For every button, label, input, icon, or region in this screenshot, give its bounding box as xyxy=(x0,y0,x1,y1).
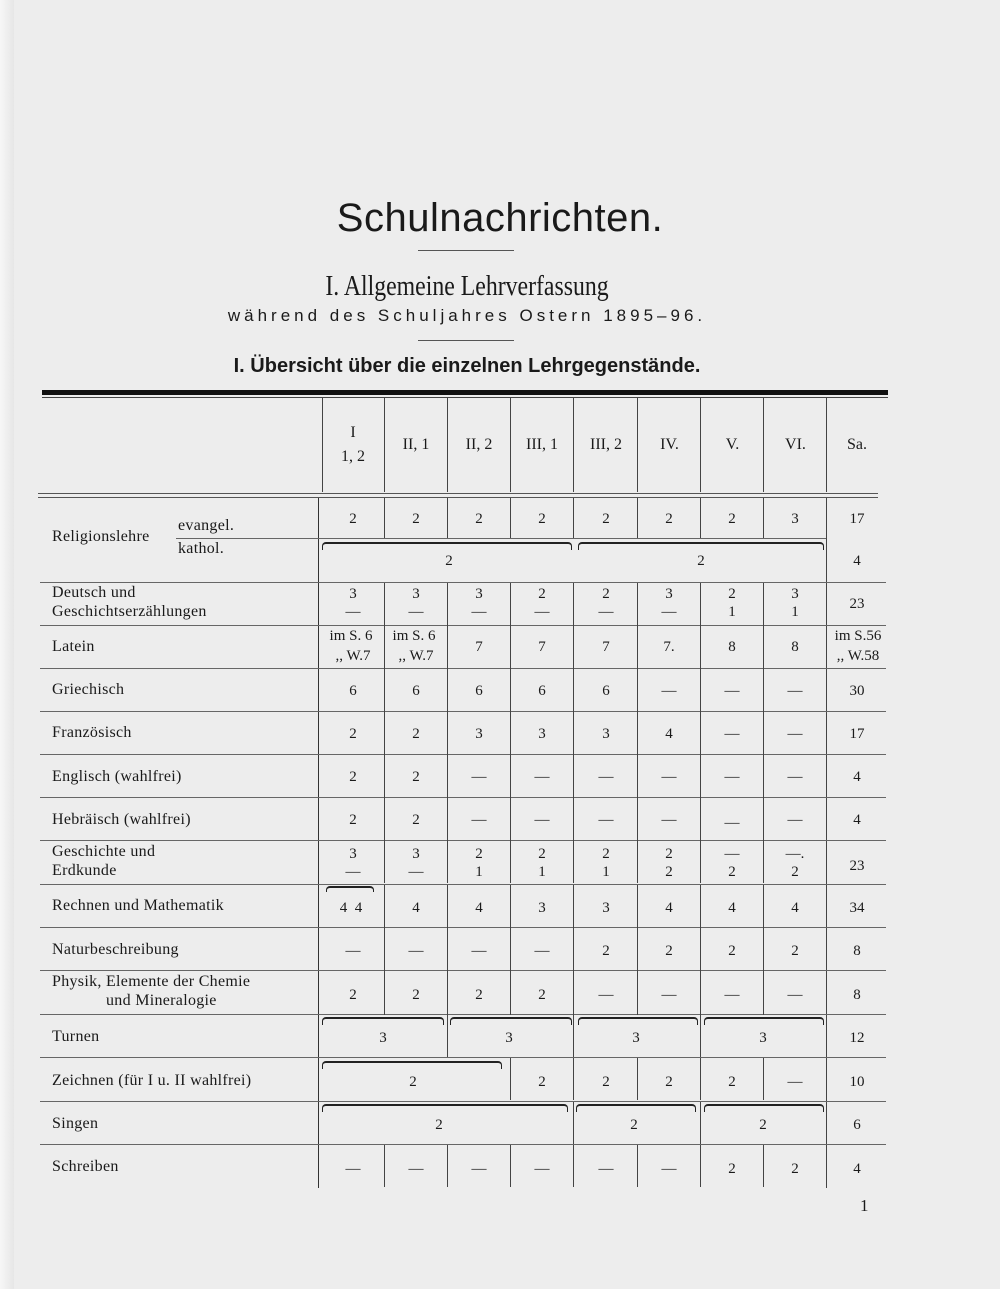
cell: — xyxy=(724,769,740,785)
cell: — xyxy=(724,683,740,699)
cell: — xyxy=(661,769,677,785)
cell: 2 xyxy=(412,511,420,527)
col-II2: II, 2 xyxy=(465,436,493,453)
row-rule xyxy=(40,668,886,669)
page-edge xyxy=(0,0,14,1289)
cell: 8 xyxy=(728,639,736,655)
cell: 2 xyxy=(538,511,546,527)
subtitle-rule xyxy=(418,340,514,341)
cell: 2 xyxy=(728,1161,736,1177)
cell-sum: 30 xyxy=(849,683,865,699)
cell: 4 xyxy=(475,900,483,916)
cell: — xyxy=(408,943,424,959)
cell: 2 xyxy=(538,846,546,862)
row-sublabel-evangel: evangel. xyxy=(178,517,235,534)
row-rule xyxy=(40,625,886,626)
cell: 2 xyxy=(791,943,799,959)
row-rule xyxy=(40,1144,886,1145)
cell-sum: 12 xyxy=(849,1030,865,1046)
cell: ,, W.7 xyxy=(398,648,434,664)
cell: 2 xyxy=(445,553,453,569)
row-label: Hebräisch (wahlfrei) xyxy=(52,811,191,828)
page-title: Schulnachrichten. xyxy=(336,196,664,240)
vline xyxy=(573,1145,574,1187)
cell: 2 xyxy=(728,511,736,527)
vline xyxy=(826,398,827,492)
brace xyxy=(322,1104,568,1112)
cell: — xyxy=(345,604,361,620)
cell-sum: 23 xyxy=(849,858,865,874)
vline xyxy=(637,583,638,883)
cell-sum: 17 xyxy=(849,511,865,527)
row-rule xyxy=(40,1014,886,1015)
cell: ,, W.7 xyxy=(335,648,371,664)
cell: 3 xyxy=(349,586,357,602)
brace xyxy=(326,886,374,892)
cell: — xyxy=(471,1161,487,1177)
row-label: Turnen xyxy=(52,1028,100,1045)
cell: 2 xyxy=(791,1161,799,1177)
vline xyxy=(573,498,574,538)
cell-sum: 4 xyxy=(853,812,861,828)
cell: — xyxy=(534,769,550,785)
vline-left xyxy=(318,498,319,1188)
row-label: Religionslehre xyxy=(52,528,150,545)
vline xyxy=(763,885,764,1015)
cell: — xyxy=(471,769,487,785)
vline xyxy=(510,1145,511,1187)
vline xyxy=(637,885,638,1015)
cell-sum: 4 xyxy=(853,553,861,569)
vline xyxy=(573,1058,574,1100)
vline xyxy=(573,1015,574,1057)
brace xyxy=(322,1017,444,1025)
cell-sum: 8 xyxy=(853,987,861,1003)
cell: 3 xyxy=(665,586,673,602)
vline xyxy=(510,498,511,538)
row-rule xyxy=(40,754,886,755)
cell: 2 xyxy=(412,726,420,742)
cell: 1 xyxy=(475,864,483,880)
cell: 1 xyxy=(538,864,546,880)
vline xyxy=(384,583,385,883)
row-label: Englisch (wahlfrei) xyxy=(52,768,182,785)
row-label: Geschichte und xyxy=(52,843,156,860)
cell: — xyxy=(661,683,677,699)
cell: 2 xyxy=(475,987,483,1003)
row-label-2: Erdkunde xyxy=(52,862,117,879)
cell: 2 xyxy=(665,511,673,527)
vline xyxy=(700,885,701,1015)
cell: 2 xyxy=(728,586,736,602)
cell: 8 xyxy=(791,639,799,655)
cell: 2 xyxy=(538,987,546,1003)
cell: 3 xyxy=(602,900,610,916)
cell: — xyxy=(471,812,487,828)
cell: — xyxy=(787,1074,803,1090)
cell: 2 xyxy=(665,846,673,862)
row-label: Singen xyxy=(52,1115,99,1132)
cell-sum: im S.56 xyxy=(834,628,882,644)
col-VI: VI. xyxy=(785,436,806,453)
row-rule xyxy=(40,840,886,841)
cell: 2 xyxy=(538,586,546,602)
cell: 6 xyxy=(349,683,357,699)
cell-sum: 17 xyxy=(849,726,865,742)
brace xyxy=(578,542,824,550)
cell: — xyxy=(471,604,487,620)
brace xyxy=(450,1017,572,1025)
section-heading: I. Übersicht über die einzelnen Lehrgegenstände. xyxy=(233,355,701,377)
row-rule xyxy=(40,1101,886,1102)
cell-sum: 4 xyxy=(853,1161,861,1177)
cell: — xyxy=(534,1161,550,1177)
cell: 3 xyxy=(379,1030,387,1046)
table-top-rule xyxy=(42,390,888,395)
vline xyxy=(700,498,701,538)
cell: — xyxy=(345,864,361,880)
cell: 2 xyxy=(475,511,483,527)
cell: 6 xyxy=(602,683,610,699)
vline xyxy=(447,498,448,538)
cell: — xyxy=(598,769,614,785)
row-label: Griechisch xyxy=(52,681,125,698)
vline xyxy=(637,1058,638,1100)
cell: 2 xyxy=(665,943,673,959)
row-label: Rechnen und Mathematik xyxy=(52,897,224,914)
cell-sum: 10 xyxy=(849,1074,865,1090)
sub-rule xyxy=(318,538,826,539)
row-rule xyxy=(40,1057,886,1058)
cell: —. xyxy=(785,846,805,862)
subtitle: I. Allgemeine Lehrverfassung xyxy=(325,270,609,302)
cell: 2 xyxy=(412,987,420,1003)
vline xyxy=(763,398,764,492)
row-label-2: Geschichtserzählungen xyxy=(52,603,207,620)
cell: 3 xyxy=(759,1030,767,1046)
vline xyxy=(384,498,385,538)
cell: 2 xyxy=(728,864,736,880)
cell: — xyxy=(661,604,677,620)
cell: — xyxy=(408,1161,424,1177)
vline xyxy=(637,1145,638,1187)
brace xyxy=(704,1104,824,1112)
cell: 3 xyxy=(412,586,420,602)
vline xyxy=(763,1145,764,1187)
row-label: Naturbeschreibung xyxy=(52,941,179,958)
row-label: Deutsch und xyxy=(52,584,136,601)
cell: 2 xyxy=(665,1074,673,1090)
vline xyxy=(384,885,385,1015)
cell-sum: 8 xyxy=(853,943,861,959)
cell: 2 xyxy=(665,864,673,880)
vline xyxy=(763,583,764,883)
cell: 2 xyxy=(602,943,610,959)
vline xyxy=(700,1102,701,1144)
cell: — xyxy=(471,943,487,959)
cell: 2 xyxy=(349,987,357,1003)
col-I-bottom: 1, 2 xyxy=(341,448,365,465)
row-rule xyxy=(40,884,886,885)
cell: 2 xyxy=(349,511,357,527)
vline xyxy=(384,1145,385,1187)
cell: 2 xyxy=(349,812,357,828)
col-III1: III, 1 xyxy=(526,436,558,453)
cell: 2 xyxy=(349,769,357,785)
cell: 3 xyxy=(475,586,483,602)
vline xyxy=(573,583,574,883)
cell: 2 xyxy=(602,1074,610,1090)
cell: 2 xyxy=(630,1117,638,1133)
vline xyxy=(700,1145,701,1187)
vline xyxy=(763,498,764,538)
vline xyxy=(637,498,638,538)
vline xyxy=(573,398,574,492)
brace xyxy=(322,542,572,550)
cell: 7 xyxy=(475,639,483,655)
cell: — xyxy=(534,812,550,828)
cell: 4 4 xyxy=(339,900,363,916)
vline xyxy=(447,1145,448,1187)
brace xyxy=(322,1061,502,1069)
vline xyxy=(510,1058,511,1100)
row-label: Physik, Elemente der Chemie xyxy=(52,973,251,990)
row-rule xyxy=(40,797,886,798)
page-number: 1 xyxy=(860,1196,869,1215)
col-I-top: I xyxy=(350,424,356,441)
cell: — xyxy=(534,604,550,620)
brace xyxy=(704,1017,824,1025)
cell: — xyxy=(787,683,803,699)
row-label-2: und Mineralogie xyxy=(106,992,217,1009)
cell: 4 xyxy=(791,900,799,916)
cell: 3 xyxy=(602,726,610,742)
vline xyxy=(322,398,323,492)
col-Sa: Sa. xyxy=(847,436,867,453)
cell: 3 xyxy=(475,726,483,742)
row-rule xyxy=(40,582,886,583)
cell: 3 xyxy=(412,846,420,862)
cell: 7 xyxy=(602,639,610,655)
cell: 2 xyxy=(412,769,420,785)
cell: 3 xyxy=(791,511,799,527)
cell: 2 xyxy=(728,943,736,959)
cell: — xyxy=(598,1161,614,1177)
cell: 6 xyxy=(538,683,546,699)
brace xyxy=(576,1104,696,1112)
cell: im S. 6 xyxy=(329,628,373,644)
col-IV: IV. xyxy=(660,436,679,453)
cell-sum: 23 xyxy=(849,596,865,612)
header-rule-1 xyxy=(38,493,878,494)
cell: — xyxy=(787,726,803,742)
cell: — xyxy=(787,812,803,828)
cell-sum: 4 xyxy=(853,769,861,785)
cell: — xyxy=(345,1161,361,1177)
cell: — xyxy=(408,604,424,620)
cell: 4 xyxy=(665,900,673,916)
cell: 2 xyxy=(475,846,483,862)
vline xyxy=(700,1058,701,1100)
vline xyxy=(510,398,511,492)
vline xyxy=(384,398,385,492)
cell: — xyxy=(408,864,424,880)
cell: 2 xyxy=(412,812,420,828)
cell: 2 xyxy=(435,1117,443,1133)
cell: — xyxy=(787,987,803,1003)
cell: 2 xyxy=(538,1074,546,1090)
vline xyxy=(700,398,701,492)
cell: 4 xyxy=(728,900,736,916)
row-label: Schreiben xyxy=(52,1158,119,1175)
cell: 1 xyxy=(728,604,736,620)
cell: im S. 6 xyxy=(392,628,436,644)
cell: — xyxy=(534,943,550,959)
vline xyxy=(573,885,574,1015)
cell: 3 xyxy=(791,586,799,602)
cell: — xyxy=(345,943,361,959)
vline xyxy=(447,583,448,883)
row-label: Zeichnen (für I u. II wahlfrei) xyxy=(52,1072,252,1089)
row-label: Französisch xyxy=(52,724,132,741)
cell: — xyxy=(724,815,740,831)
cell: — xyxy=(598,987,614,1003)
cell: 3 xyxy=(349,846,357,862)
cell: 2 xyxy=(602,511,610,527)
vline xyxy=(700,583,701,883)
vline xyxy=(510,885,511,1015)
vline xyxy=(510,583,511,883)
col-II1: II, 1 xyxy=(402,436,430,453)
vline xyxy=(763,1058,764,1100)
cell: 6 xyxy=(475,683,483,699)
row-sublabel-kathol: kathol. xyxy=(178,540,225,557)
row-rule xyxy=(40,970,886,971)
title-rule xyxy=(418,250,514,251)
cell: 3 xyxy=(538,900,546,916)
cell: 3 xyxy=(632,1030,640,1046)
header-rule-2 xyxy=(38,497,878,498)
cell: 2 xyxy=(409,1074,417,1090)
cell: 6 xyxy=(412,683,420,699)
vline xyxy=(700,1015,701,1057)
cell: — xyxy=(661,987,677,1003)
cell: 2 xyxy=(697,553,705,569)
row-rule xyxy=(40,711,886,712)
period-line: während des Schuljahres Ostern 1895–96. xyxy=(227,306,707,325)
vline xyxy=(573,1102,574,1144)
cell: 7 xyxy=(538,639,546,655)
sub-rule xyxy=(176,538,320,539)
vline xyxy=(447,1015,448,1057)
cell: 4 xyxy=(412,900,420,916)
col-I xyxy=(322,398,384,492)
cell: 3 xyxy=(538,726,546,742)
cell: — xyxy=(661,1161,677,1177)
cell: — xyxy=(724,846,740,862)
cell: 4 xyxy=(665,726,673,742)
cell: — xyxy=(598,604,614,620)
cell: 2 xyxy=(791,864,799,880)
col-V: V. xyxy=(725,436,740,453)
row-label: Latein xyxy=(52,638,95,655)
cell: 2 xyxy=(602,586,610,602)
row-rule xyxy=(40,927,886,928)
cell-sum: ,, W.58 xyxy=(836,648,880,664)
cell: — xyxy=(661,812,677,828)
cell: 2 xyxy=(349,726,357,742)
cell: — xyxy=(724,726,740,742)
vline xyxy=(447,398,448,492)
cell: — xyxy=(787,769,803,785)
cell-sum: 34 xyxy=(849,900,865,916)
cell: 1 xyxy=(791,604,799,620)
cell: — xyxy=(724,987,740,1003)
vline xyxy=(447,885,448,1015)
cell: 1 xyxy=(602,864,610,880)
cell: 2 xyxy=(602,846,610,862)
cell: 7. xyxy=(663,639,675,655)
col-III2: III, 2 xyxy=(590,436,622,453)
cell: 3 xyxy=(505,1030,513,1046)
cell: 2 xyxy=(728,1074,736,1090)
brace xyxy=(578,1017,698,1025)
cell: 2 xyxy=(759,1117,767,1133)
vline xyxy=(637,398,638,492)
cell-sum: 6 xyxy=(853,1117,861,1133)
cell: — xyxy=(598,812,614,828)
